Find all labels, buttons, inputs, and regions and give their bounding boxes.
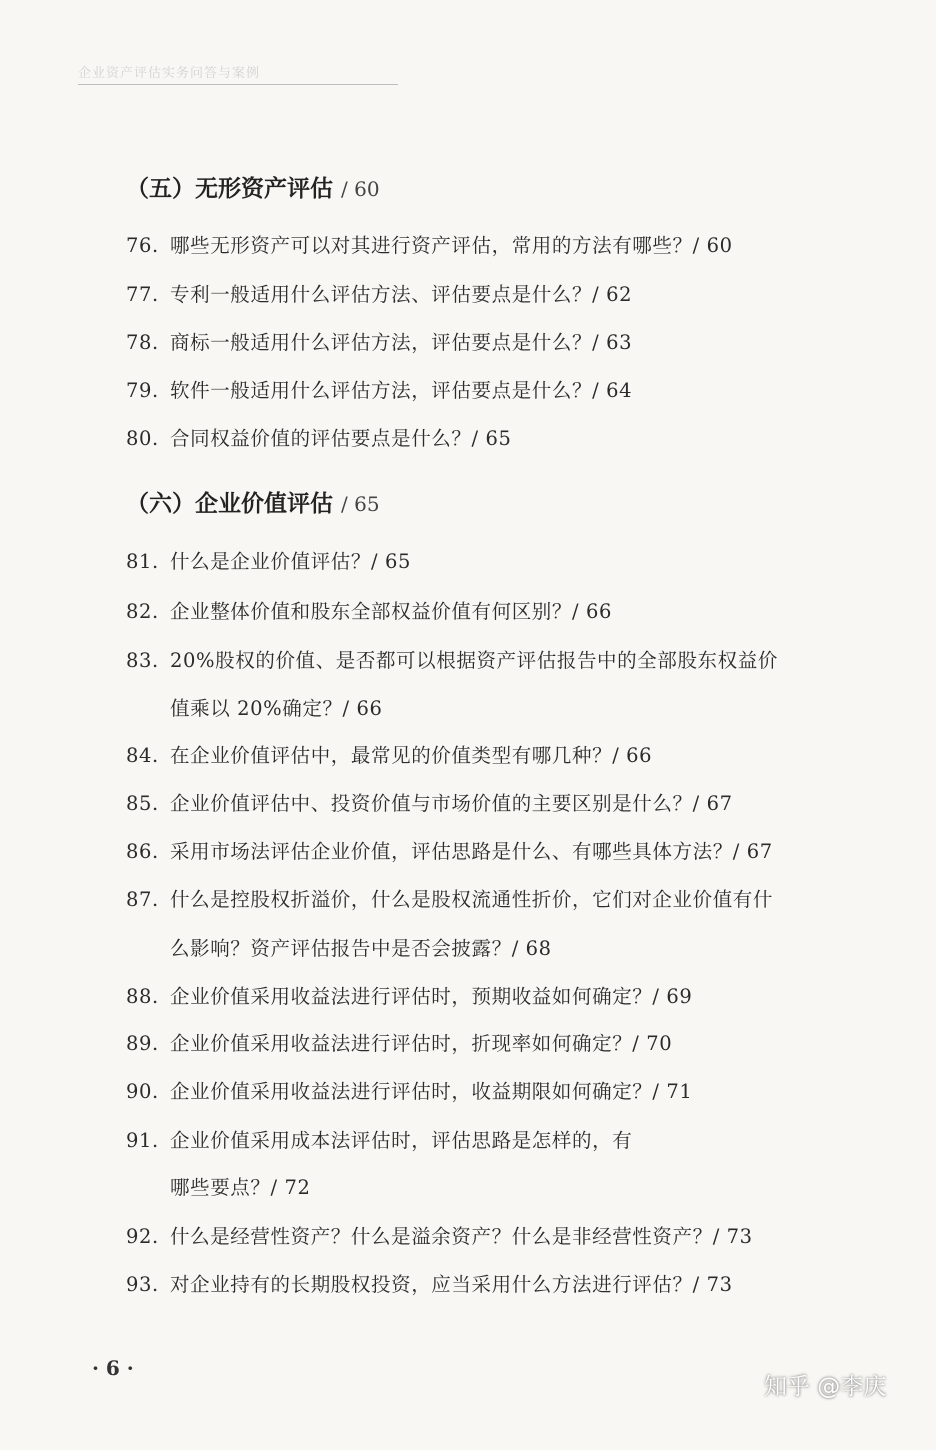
entry-number: 83.	[126, 649, 159, 672]
section-label: （六）企业价值评估	[126, 490, 333, 517]
entry-text: 合同权益价值的评估要点是什么？/ 65	[170, 427, 512, 450]
entry-text: 什么是企业价值评估？/ 65	[170, 550, 411, 573]
entry-text: 企业整体价值和股东全部权益价值有何区别？/ 66	[170, 600, 612, 623]
entry-text: 软件一般适用什么评估方法，评估要点是什么？/ 64	[170, 379, 633, 402]
entry-number: 91.	[126, 1129, 159, 1152]
entry-text: 什么是控股权折溢价，什么是股权流通性折价，它们对企业价值有什	[170, 888, 774, 911]
entry-text: 什么是经营性资产？什么是溢余资产？什么是非经营性资产？/ 73	[170, 1225, 753, 1248]
entry-number: 84.	[126, 744, 159, 767]
entry-number: 92.	[126, 1225, 159, 1248]
watermark: 知乎 @李庆	[764, 1374, 887, 1400]
toc-entry-76	[126, 230, 733, 258]
section-label: （五）无形资产评估	[126, 175, 333, 202]
toc-entry-82	[126, 596, 612, 624]
toc-entry-81	[126, 546, 411, 574]
toc-entry-79	[126, 375, 632, 403]
running-head: 企业资产评估实务问答与案例	[78, 62, 398, 85]
toc-entry-86	[126, 836, 773, 864]
toc-entry-77	[126, 279, 632, 307]
toc-entry-91-continuation: 哪些要点？/ 72	[170, 1176, 311, 1199]
entry-number: 80.	[126, 427, 159, 450]
section-heading-5	[126, 170, 380, 203]
entry-number: 78.	[126, 331, 159, 354]
toc-entry-90	[126, 1076, 692, 1104]
entry-text: 哪些无形资产可以对其进行资产评估，常用的方法有哪些？/ 60	[170, 234, 733, 257]
toc-entry-83	[126, 645, 778, 673]
toc-entry-84	[126, 740, 652, 768]
toc-entry-88	[126, 981, 692, 1009]
toc-entry-80	[126, 423, 511, 451]
toc-entry-89	[126, 1028, 672, 1056]
entry-number: 81.	[126, 550, 159, 573]
toc-entry-78	[126, 327, 632, 355]
toc-entry-85	[126, 788, 733, 816]
entry-number: 76.	[126, 234, 159, 257]
entry-text: 采用市场法评估企业价值，评估思路是什么、有哪些具体方法？/ 67	[170, 840, 773, 863]
entry-number: 85.	[126, 792, 159, 815]
section-page: / 60	[341, 177, 380, 201]
section-page: / 65	[341, 492, 380, 516]
entry-text: 企业价值评估中、投资价值与市场价值的主要区别是什么？/ 67	[170, 792, 733, 815]
entry-number: 88.	[126, 985, 159, 1008]
entry-text: 对企业持有的长期股权投资，应当采用什么方法进行评估？/ 73	[170, 1273, 733, 1296]
entry-number: 77.	[126, 283, 159, 306]
entry-text: 企业价值采用收益法进行评估时，收益期限如何确定？/ 71	[170, 1080, 693, 1103]
entry-text: 20%股权的价值、是否都可以根据资产评估报告中的全部股东权益价	[170, 649, 778, 672]
toc-entry-92	[126, 1221, 753, 1249]
entry-text: 在企业价值评估中，最常见的价值类型有哪几种？/ 66	[170, 744, 653, 767]
entry-number: 79.	[126, 379, 159, 402]
toc-entry-87-continuation: 么影响？资产评估报告中是否会披露？/ 68	[170, 937, 552, 960]
toc-entry-91	[126, 1125, 632, 1153]
toc-entry-93	[126, 1269, 733, 1297]
entry-text: 商标一般适用什么评估方法，评估要点是什么？/ 63	[170, 331, 633, 354]
entry-text: 企业价值采用收益法进行评估时，折现率如何确定？/ 70	[170, 1032, 673, 1055]
entry-text: 专利一般适用什么评估方法、评估要点是什么？/ 62	[170, 283, 633, 306]
page-number: · 6 ·	[92, 1356, 134, 1380]
entry-number: 90.	[126, 1080, 159, 1103]
entry-number: 82.	[126, 600, 159, 623]
section-heading-6	[126, 485, 380, 518]
entry-number: 93.	[126, 1273, 159, 1296]
toc-entry-83-continuation: 值乘以 20%确定？/ 66	[170, 697, 383, 720]
entry-number: 87.	[126, 888, 159, 911]
entry-text: 企业价值采用收益法进行评估时，预期收益如何确定？/ 69	[170, 985, 693, 1008]
entry-number: 86.	[126, 840, 159, 863]
entry-text: 企业价值采用成本法评估时，评估思路是怎样的，有	[170, 1129, 633, 1152]
entry-number: 89.	[126, 1032, 159, 1055]
toc-entry-87	[126, 884, 773, 912]
